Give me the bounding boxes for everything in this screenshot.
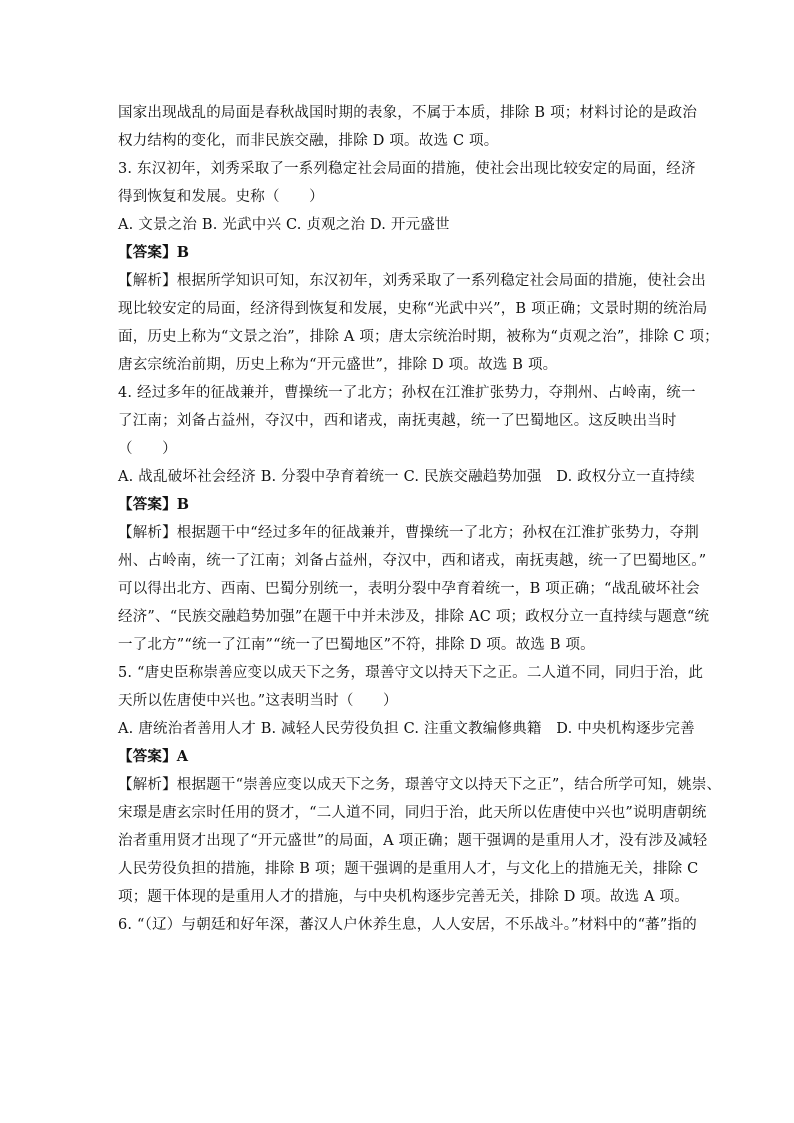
question-5-answer: 【答案】A — [118, 748, 189, 765]
question-4-analysis: 可以得出北方、西南、巴蜀分别统一，表明分裂中孕育着统一，B 项正确；“战乱破坏社会 — [118, 581, 700, 597]
question-5-analysis: 人民劳役负担的措施，排除 B 项；题干强调的是重用人才，与文化上的措施无关，排除 C — [118, 861, 699, 877]
question-3-stem: 3. 东汉初年，刘秀采取了一系列稳定社会局面的措施，使社会出现比较安定的局面，经济 — [118, 161, 696, 177]
question-4-answer: 【答案】B — [118, 496, 190, 513]
question-4-analysis: 经济”、“民族交融趋势加强”在题干中并未涉及，排除 AC 项；政权分立一直持续与题意“统 — [118, 609, 710, 625]
question-6-stem: 6. “（辽）与朝廷和好年深，蕃汉人户休养生息，人人安居，不乐战斗。”材料中的“蕃”指的 — [118, 917, 697, 933]
question-3-analysis: 唐玄宗统治前期，历史上称为“开元盛世”，排除 D 项。故选 B 项。 — [118, 357, 558, 373]
text-line: 国家出现战乱的局面是春秋战国时期的表象，不属于本质，排除 B 项；材料讨论的是政治 — [118, 105, 698, 121]
question-4-analysis: 州、占岭南，统一了江南；刘备占益州，夺汉中，西和诸戎，南抚夷越，统一了巴蜀地区。” — [118, 553, 707, 569]
question-3-stem: 得到恢复和发展。史称（ ） — [118, 189, 324, 205]
text-line: 权力结构的变化，而非民族交融，排除 D 项。故选 C 项。 — [118, 133, 499, 149]
question-5-analysis: 【解析】根据题干“崇善应变以成天下之务，璟善守文以持天下之正”，结合所学可知，姚崇、 — [118, 777, 722, 793]
question-3-analysis: 【解析】根据所学知识可知，东汉初年，刘秀采取了一系列稳定社会局面的措施，使社会出 — [118, 273, 706, 289]
question-5-analysis: 宋璟是唐玄宗时任用的贤才，“二人道不同，同归于治，此天所以佐唐使中兴也”说明唐朝统 — [118, 805, 707, 821]
question-5-stem: 天所以佐唐使中兴也。”这表明当时（ ） — [118, 693, 398, 709]
question-3-answer: 【答案】B — [118, 244, 190, 261]
question-4-analysis: 一了北方”“统一了江南”“统一了巴蜀地区”不符，排除 D 项。故选 B 项。 — [118, 637, 595, 653]
document-page — [118, 99, 722, 939]
question-3-analysis: 面，历史上称为“文景之治”，排除 A 项；唐太宗统治时期，被称为“贞观之治”，排除 C 项； — [118, 329, 719, 345]
question-3-options: A. 文景之治 B. 光武中兴 C. 贞观之治 D. 开元盛世 — [118, 217, 450, 233]
question-5-analysis: 项；题干体现的是重用人才的措施，与中央机构逐步完善无关，排除 D 项。故选 A 项。 — [118, 889, 689, 905]
question-4-options: A. 战乱破坏社会经济 B. 分裂中孕育着统一 C. 民族交融趋势加强 D. 政权分立一直持续 — [118, 469, 695, 485]
question-5-analysis: 治者重用贤才出现了“开元盛世”的局面，A 项正确；题干强调的是重用人才，没有涉及减轻 — [118, 833, 708, 849]
question-5-stem: 5. “唐史臣称崇善应变以成天下之务，璟善守文以持天下之正。二人道不同，同归于治，此 — [118, 665, 704, 681]
question-5-options: A. 唐统治者善用人才 B. 减轻人民劳役负担 C. 注重文教编修典籍 D. 中央机构逐步完善 — [118, 721, 695, 737]
question-4-stem: （ ） — [118, 441, 177, 457]
question-4-analysis: 【解析】根据题干中“经过多年的征战兼并，曹操统一了北方；孙权在江淮扩张势力，夺荆 — [118, 525, 699, 541]
question-4-stem: 4. 经过多年的征战兼并，曹操统一了北方；孙权在江淮扩张势力，夺荆州、占岭南，统一 — [118, 385, 696, 401]
question-4-stem: 了江南；刘备占益州，夺汉中，西和诸戎，南抚夷越，统一了巴蜀地区。这反映出当时 — [118, 413, 677, 429]
question-3-analysis: 现比较安定的局面，经济得到恢复和发展，史称“光武中兴”，B 项正确；文景时期的统治局 — [118, 301, 708, 317]
